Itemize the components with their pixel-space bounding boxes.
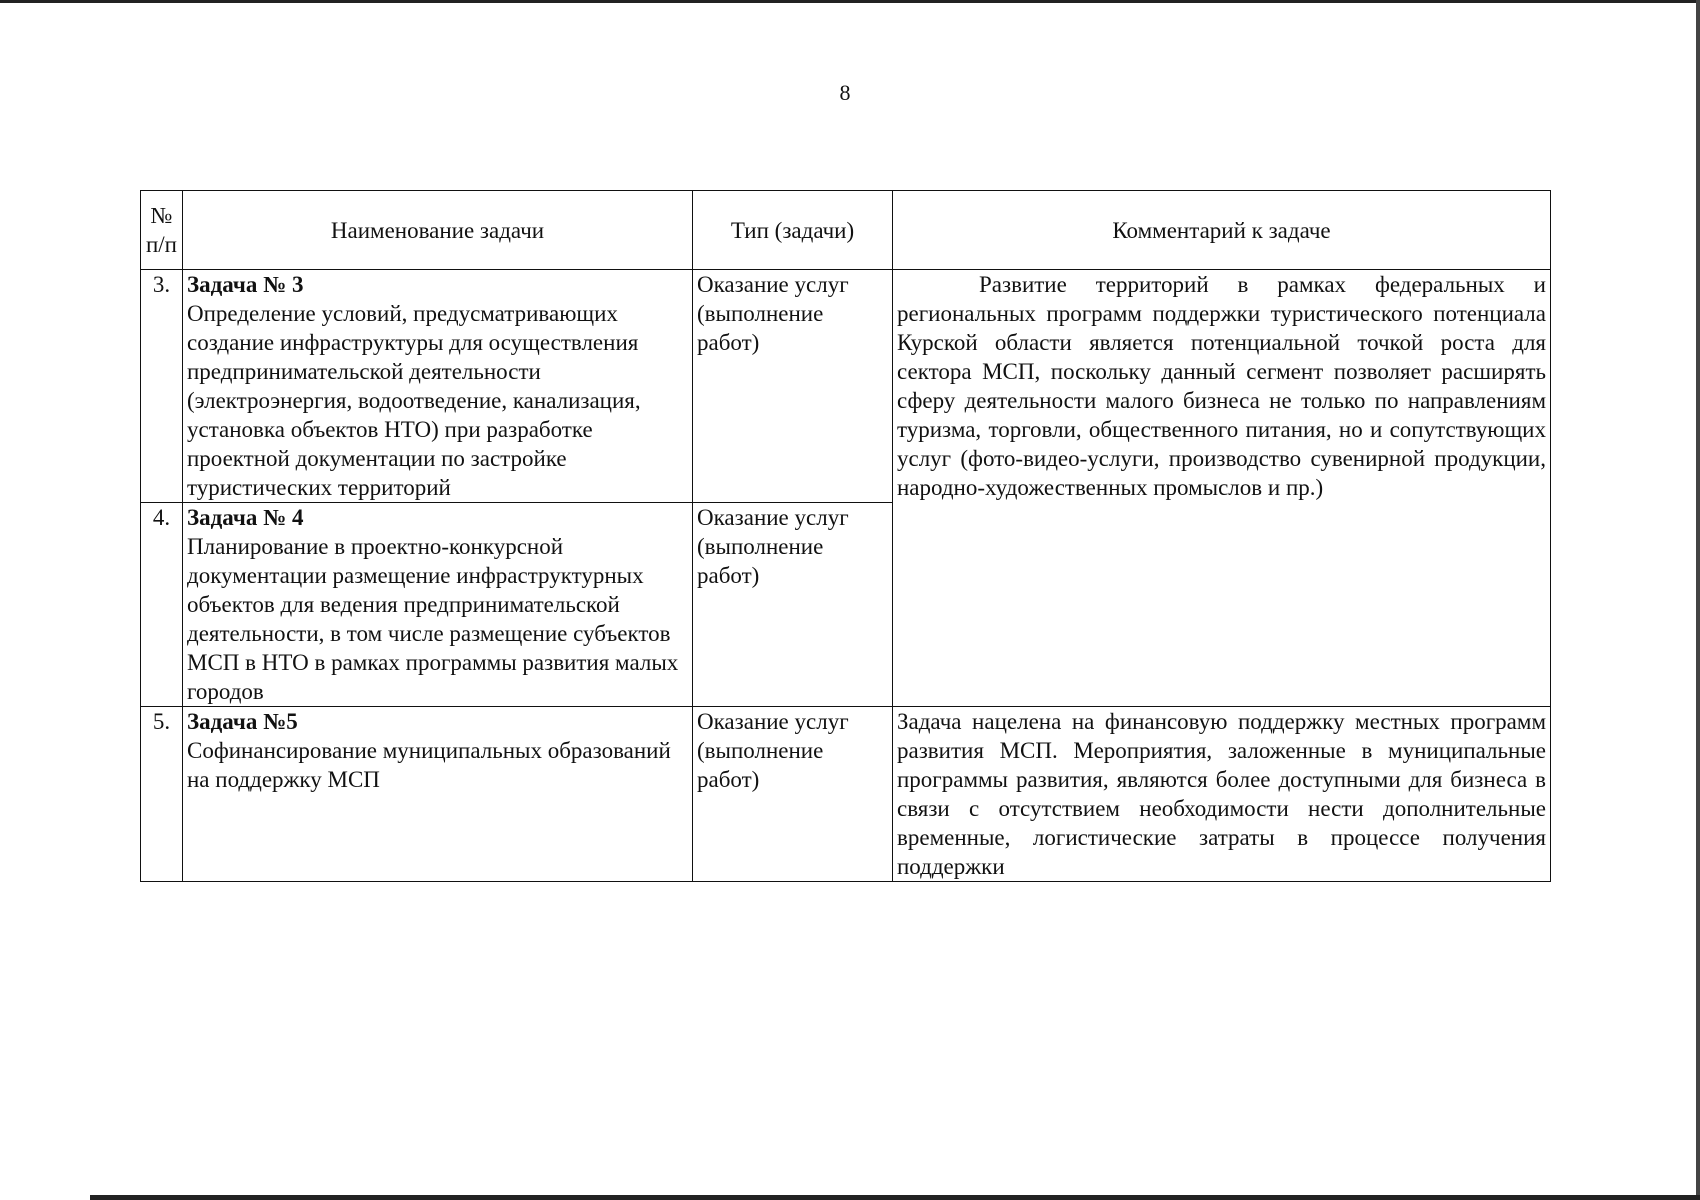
task-name-cell — [183, 503, 693, 707]
task-type: Оказание услуг (выполнение работ) — [693, 270, 893, 503]
task-title: Задача № 3 — [187, 272, 304, 297]
task-title: Задача №5 — [187, 709, 298, 734]
task-comment — [893, 707, 1551, 882]
task-type: Оказание услуг (выполнение работ) — [693, 707, 893, 882]
row-number: 5. — [141, 707, 183, 882]
comment-text: Задача нацелена на финансовую поддержку местных программ развития МСП. Мероприятия, заложенные в муниципальные программы развития, являются более доступными для бизнеса в связи с отсутствием необходимости нести дополнительные временные, логистические затраты в процессе получения поддержки — [897, 709, 1546, 879]
scan-edge-top — [0, 0, 1700, 3]
task-title: Задача № 4 — [187, 505, 304, 530]
tasks-table — [140, 190, 1551, 882]
task-description: Софинансирование муниципальных образований на поддержку МСП — [187, 738, 671, 792]
row-number: 3. — [141, 270, 183, 503]
task-type: Оказание услуг (выполнение работ) — [693, 503, 893, 707]
table-header-row — [141, 191, 1551, 270]
table-row — [141, 270, 1551, 503]
header-comment: Комментарий к задаче — [893, 191, 1551, 270]
header-type: Тип (задачи) — [693, 191, 893, 270]
page-number: 8 — [839, 80, 851, 105]
scan-edge-bottom — [90, 1195, 1700, 1200]
table-row — [141, 707, 1551, 882]
task-description: Определение условий, предусматривающих создание инфраструктуры для осуществления предпринимательской деятельности (электроэнергия, водоотведение, канализация, установка объектов НТО) при разработке проектной документации по застройке туристических территорий — [187, 301, 641, 500]
header-num: № п/п — [141, 191, 183, 270]
row-number: 4. — [141, 503, 183, 707]
comment-text: Развитие территорий в рамках федеральных и региональных программ поддержки туристического потенциала Курской области является потенциальной точкой роста для сектора МСП, поскольку данный сегмент позволяет расширять сферу деятельности малого бизнеса не только по направлениям туризма, торговли, общественного питания, но и сопутствующих услуг (фото-видео-услуги, производство сувенирной продукции, народно-художественных промыслов и пр.) — [897, 272, 1546, 500]
task-comment-shared — [893, 270, 1551, 707]
task-description: Планирование в проектно-конкурсной документации размещение инфраструктурных объектов для ведения предпринимательской деятельности, в том числе размещение субъектов МСП в НТО в рамках программы развития малых городов — [187, 534, 679, 704]
task-name-cell — [183, 270, 693, 503]
header-name: Наименование задачи — [183, 191, 693, 270]
scan-edge-right — [1696, 0, 1700, 1200]
task-name-cell — [183, 707, 693, 882]
